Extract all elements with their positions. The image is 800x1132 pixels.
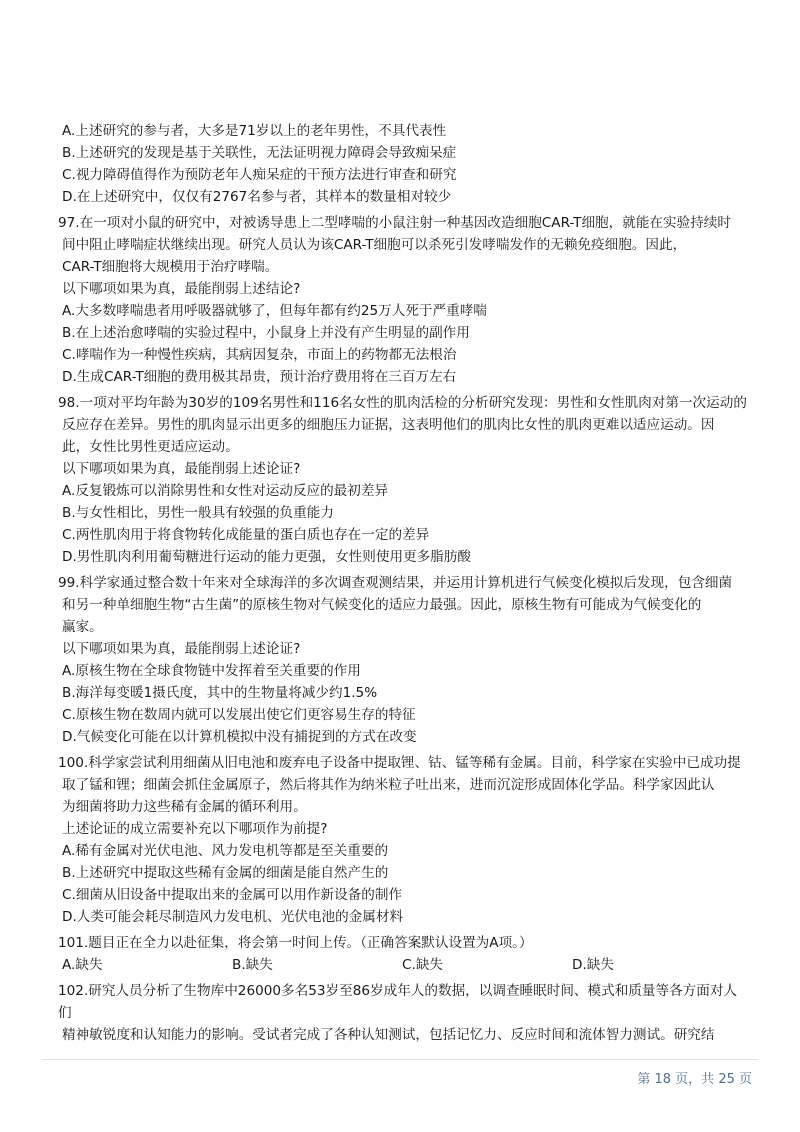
option-d: D.在上述研究中，仅仅有2767名参与者，其样本的数量相对较少 — [62, 189, 452, 205]
question-stem-line: 100.科学家尝试利用细菌从旧电池和废弃电子设备中提取锂、钴、锰等稀有金属。目前，科学家在实验中已成功提 — [58, 755, 741, 771]
option-b: B.缺失 — [232, 957, 273, 973]
question-stem-line: 102.研究人员分析了生物库中26000多名53岁至86岁成年人的数据，以调查睡眠时间、模式和质量等各方面对人们 — [58, 983, 738, 1021]
question-stem-line: 和另一种单细胞生物“古生菌”的原核生物对气候变化的适应力最强。因此，原核生物有可能成为气候变化的 — [62, 597, 702, 613]
question-prompt: 以下哪项如果为真，最能削弱上述论证? — [62, 461, 301, 477]
option-a: A.大多数哮喘患者用呼吸器就够了，但每年都有约25万人死于严重哮喘 — [62, 303, 487, 319]
page-content — [58, 120, 748, 1046]
option-d: D.人类可能会耗尽制造风力发电机、光伏电池的金属材料 — [62, 909, 404, 925]
option-d: D.气候变化可能在以计算机模拟中没有捕捉到的方式在改变 — [62, 729, 417, 745]
question-97 — [58, 212, 748, 388]
option-b: B.海洋每变暖1摄氏度，其中的生物量将减少约1.5% — [62, 685, 378, 701]
option-b: B.在上述治愈哮喘的实验过程中，小鼠身上并没有产生明显的副作用 — [62, 325, 470, 341]
question-99 — [58, 572, 748, 748]
option-c: C.哮喘作为一种慢性疾病，其病因复杂，市面上的药物都无法根治 — [62, 347, 457, 363]
question-stem-line: 101.题目正在全力以赴征集，将会第一时间上传。（正确答案默认设置为A项。） — [58, 935, 533, 951]
question-prompt: 以下哪项如果为真，最能削弱上述论证? — [62, 641, 301, 657]
option-a: A.反复锻炼可以消除男性和女性对运动反应的最初差异 — [62, 483, 389, 499]
question-stem-line: 反应存在差异。男性的肌肉显示出更多的细胞压力证据，这表明他们的肌肉比女性的肌肉更难以适应运动。因 — [62, 417, 715, 433]
option-a: A.稀有金属对光伏电池、风力发电机等都是至关重要的 — [62, 843, 389, 859]
question-stem-line: 为细菌将助力这些稀有金属的循环利用。 — [62, 799, 307, 815]
option-b: B.与女性相比，男性一般具有较强的负重能力 — [62, 505, 334, 521]
question-102 — [58, 980, 748, 1046]
option-row — [58, 954, 748, 976]
question-101 — [58, 932, 748, 976]
question-stem-line: 取了锰和锂；细菌会抓住金属原子，然后将其作为纳米粒子吐出来，进而沉淀形成固体化学品。科学家因此认 — [62, 777, 715, 793]
question-stem-line: CAR-T细胞将大规模用于治疗哮喘。 — [62, 259, 279, 275]
prev-question-options — [58, 120, 748, 208]
option-c: C.细菌从旧设备中提取出来的金属可以用作新设备的制作 — [62, 887, 403, 903]
option-c: C.视力障碍值得作为预防老年人痴呆症的干预方法进行审查和研究 — [62, 167, 457, 183]
question-100 — [58, 752, 748, 928]
option-a: A.缺失 — [62, 957, 103, 973]
option-d: D.生成CAR-T细胞的费用极其昂贵，预计治疗费用将在三百万左右 — [62, 369, 457, 385]
option-c: C.原核生物在数周内就可以发展出使它们更容易生存的特征 — [62, 707, 416, 723]
page-number: 第 18 页，共 25 页 — [637, 1072, 752, 1087]
option-c: C.缺失 — [402, 957, 444, 973]
question-stem-line: 间中阻止哮喘症状继续出现。研究人员认为该CAR-T细胞可以杀死引发哮喘发作的无赖免疫细胞。因此， — [62, 237, 687, 253]
option-c: C.两性肌肉用于将食物转化成能量的蛋白质也存在一定的差异 — [62, 527, 430, 543]
footer-divider — [42, 1059, 758, 1060]
option-b: B.上述研究的发现是基于关联性，无法证明视力障碍会导致痴呆症 — [62, 145, 457, 161]
question-stem-line: 此，女性比男性更适应运动。 — [62, 439, 239, 455]
question-stem-line: 99.科学家通过整合数十年来对全球海洋的多次调查观测结果，并运用计算机进行气候变化模拟后发现，包含细菌 — [58, 575, 733, 591]
option-a: A.原核生物在全球食物链中发挥着至关重要的作用 — [62, 663, 361, 679]
question-stem-line: 98.一项对平均年龄为30岁的109名男性和116名女性的肌肉活检的分析研究发现：男性和女性肌肉对第一次运动的 — [58, 395, 747, 411]
option-d: D.缺失 — [572, 957, 614, 973]
question-prompt: 上述论证的成立需要补充以下哪项作为前提? — [62, 821, 328, 837]
question-stem-line: 97.在一项对小鼠的研究中，对被诱导患上二型哮喘的小鼠注射一种基因改造细胞CAR-T细胞，就能在实验持续时 — [58, 215, 731, 231]
question-stem-line: 赢家。 — [62, 619, 103, 635]
question-prompt: 以下哪项如果为真，最能削弱上述结论? — [62, 281, 301, 297]
option-d: D.男性肌肉利用葡萄糖进行运动的能力更强，女性则使用更多脂肪酸 — [62, 549, 472, 565]
question-98 — [58, 392, 748, 568]
option-a: A.上述研究的参与者，大多是71岁以上的老年男性，不具代表性 — [62, 123, 447, 139]
option-b: B.上述研究中提取这些稀有金属的细菌是能自然产生的 — [62, 865, 389, 881]
question-stem-line: 精神敏锐度和认知能力的影响。受试者完成了各种认知测试，包括记忆力、反应时间和流体智力测试。研究结 — [62, 1027, 715, 1043]
